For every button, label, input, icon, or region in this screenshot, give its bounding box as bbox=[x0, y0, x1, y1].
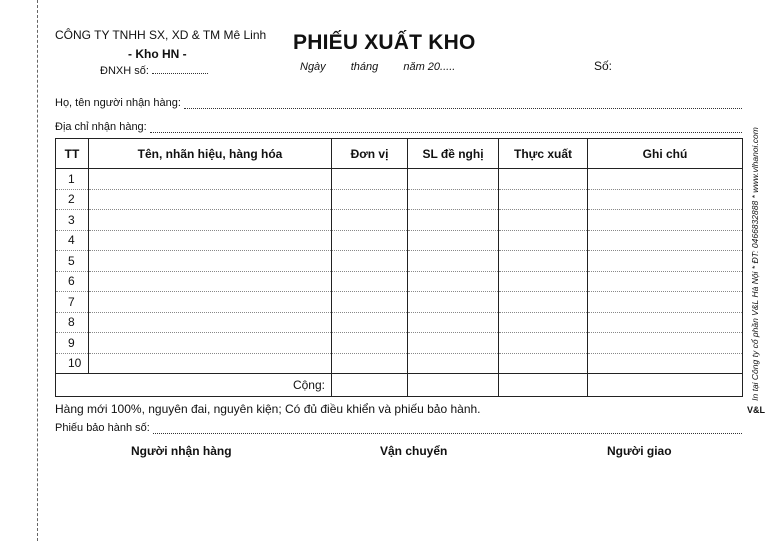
table-row bbox=[56, 189, 743, 210]
table-cell bbox=[499, 333, 588, 354]
table-row bbox=[56, 312, 743, 333]
table-cell bbox=[332, 292, 408, 313]
signature-transport: Vận chuyển bbox=[380, 444, 448, 458]
printer-logo-icon: V&L bbox=[747, 405, 765, 415]
address-field bbox=[55, 121, 742, 133]
table-cell bbox=[89, 169, 332, 190]
table-cell bbox=[588, 251, 743, 272]
row-number: 9 bbox=[56, 333, 89, 354]
header-unit: Đơn vị bbox=[332, 139, 408, 169]
table-cell bbox=[89, 251, 332, 272]
header-actual-qty: Thực xuất bbox=[499, 139, 588, 169]
table-cell bbox=[408, 292, 499, 313]
table-header-row bbox=[56, 139, 743, 169]
table-cell bbox=[332, 210, 408, 231]
address-blank bbox=[150, 122, 742, 133]
table-cell bbox=[89, 312, 332, 333]
warranty-label: Phiếu bảo hành số: bbox=[55, 422, 150, 434]
header-requested-qty: SL đề nghị bbox=[408, 139, 499, 169]
table-cell bbox=[408, 230, 499, 251]
table-cell bbox=[408, 169, 499, 190]
row-number: 1 bbox=[56, 169, 89, 190]
row-number: 7 bbox=[56, 292, 89, 313]
table-cell bbox=[408, 251, 499, 272]
table-cell bbox=[332, 169, 408, 190]
table-cell bbox=[499, 210, 588, 231]
table-row bbox=[56, 333, 743, 354]
table-cell bbox=[332, 271, 408, 292]
table-row bbox=[56, 169, 743, 190]
total-label: Cộng: bbox=[56, 374, 332, 397]
table-row bbox=[56, 210, 743, 231]
table-cell bbox=[499, 292, 588, 313]
table-cell bbox=[332, 353, 408, 374]
row-number: 5 bbox=[56, 251, 89, 272]
header-goods-name: Tên, nhãn hiệu, hàng hóa bbox=[89, 139, 332, 169]
table-cell bbox=[499, 189, 588, 210]
table-cell bbox=[408, 312, 499, 333]
table-cell bbox=[588, 353, 743, 374]
row-number: 10 bbox=[56, 353, 89, 374]
table-cell bbox=[588, 312, 743, 333]
table-row bbox=[56, 271, 743, 292]
total-cell bbox=[588, 374, 743, 397]
table-cell bbox=[499, 271, 588, 292]
dnxh-field bbox=[100, 65, 208, 77]
table-cell bbox=[332, 251, 408, 272]
goods-condition-note: Hàng mới 100%, nguyên đai, nguyên kiện; Có đủ điều khiển và phiếu bảo hành. bbox=[55, 402, 481, 416]
row-number: 2 bbox=[56, 189, 89, 210]
table-cell bbox=[89, 230, 332, 251]
company-name: CÔNG TY TNHH SX, XD & TM Mê Linh bbox=[55, 28, 267, 42]
perforation-line bbox=[37, 0, 38, 541]
date-month-label: tháng bbox=[350, 61, 379, 73]
goods-table bbox=[55, 138, 743, 397]
table-cell bbox=[499, 251, 588, 272]
number-label: Số: bbox=[594, 59, 613, 73]
table-cell bbox=[588, 210, 743, 231]
table-cell bbox=[408, 333, 499, 354]
page-title: PHIẾU XUẤT KHO bbox=[293, 31, 476, 54]
dnxh-label: ĐNXH số: bbox=[100, 65, 149, 77]
date-day-label: Ngày bbox=[300, 61, 326, 73]
table-row bbox=[56, 292, 743, 313]
table-cell bbox=[89, 353, 332, 374]
table-cell bbox=[332, 333, 408, 354]
table-cell bbox=[332, 230, 408, 251]
table-cell bbox=[499, 230, 588, 251]
warranty-field bbox=[55, 422, 742, 434]
table-row bbox=[56, 353, 743, 374]
recipient-label: Họ, tên người nhận hàng: bbox=[55, 97, 181, 109]
table-cell bbox=[89, 189, 332, 210]
row-number: 4 bbox=[56, 230, 89, 251]
table-cell bbox=[408, 353, 499, 374]
table-cell bbox=[89, 210, 332, 231]
table-cell bbox=[332, 312, 408, 333]
table-cell bbox=[89, 271, 332, 292]
date-line bbox=[300, 61, 477, 73]
table-cell bbox=[499, 353, 588, 374]
total-cell bbox=[408, 374, 499, 397]
table-cell bbox=[588, 271, 743, 292]
table-cell bbox=[499, 312, 588, 333]
signature-deliverer: Người giao bbox=[607, 444, 672, 458]
signature-receiver: Người nhận hàng bbox=[131, 444, 232, 458]
table-cell bbox=[588, 189, 743, 210]
row-number: 3 bbox=[56, 210, 89, 231]
address-label: Địa chỉ nhận hàng: bbox=[55, 121, 147, 133]
table-cell bbox=[588, 292, 743, 313]
table-cell bbox=[588, 230, 743, 251]
header-tt: TT bbox=[56, 139, 89, 169]
printer-credit: In tại Công ty cổ phần V&L Hà Nội * ĐT: 0466832888 * www.vlhanoi.com bbox=[750, 127, 760, 401]
table-row bbox=[56, 251, 743, 272]
total-cell bbox=[332, 374, 408, 397]
total-row bbox=[56, 374, 743, 397]
table-cell bbox=[408, 271, 499, 292]
table-cell bbox=[408, 210, 499, 231]
table-row bbox=[56, 230, 743, 251]
row-number: 6 bbox=[56, 271, 89, 292]
table-cell bbox=[89, 333, 332, 354]
recipient-blank bbox=[184, 98, 742, 109]
table-cell bbox=[588, 169, 743, 190]
table-cell bbox=[588, 333, 743, 354]
dnxh-blank bbox=[152, 73, 208, 74]
warranty-blank bbox=[153, 423, 742, 434]
total-cell bbox=[499, 374, 588, 397]
table-cell bbox=[332, 189, 408, 210]
date-year-label: năm 20..... bbox=[403, 61, 456, 73]
recipient-field bbox=[55, 97, 742, 109]
branch-name: - Kho HN - bbox=[128, 47, 187, 61]
row-number: 8 bbox=[56, 312, 89, 333]
table-cell bbox=[408, 189, 499, 210]
table-cell bbox=[89, 292, 332, 313]
header-notes: Ghi chú bbox=[588, 139, 743, 169]
table-cell bbox=[499, 169, 588, 190]
